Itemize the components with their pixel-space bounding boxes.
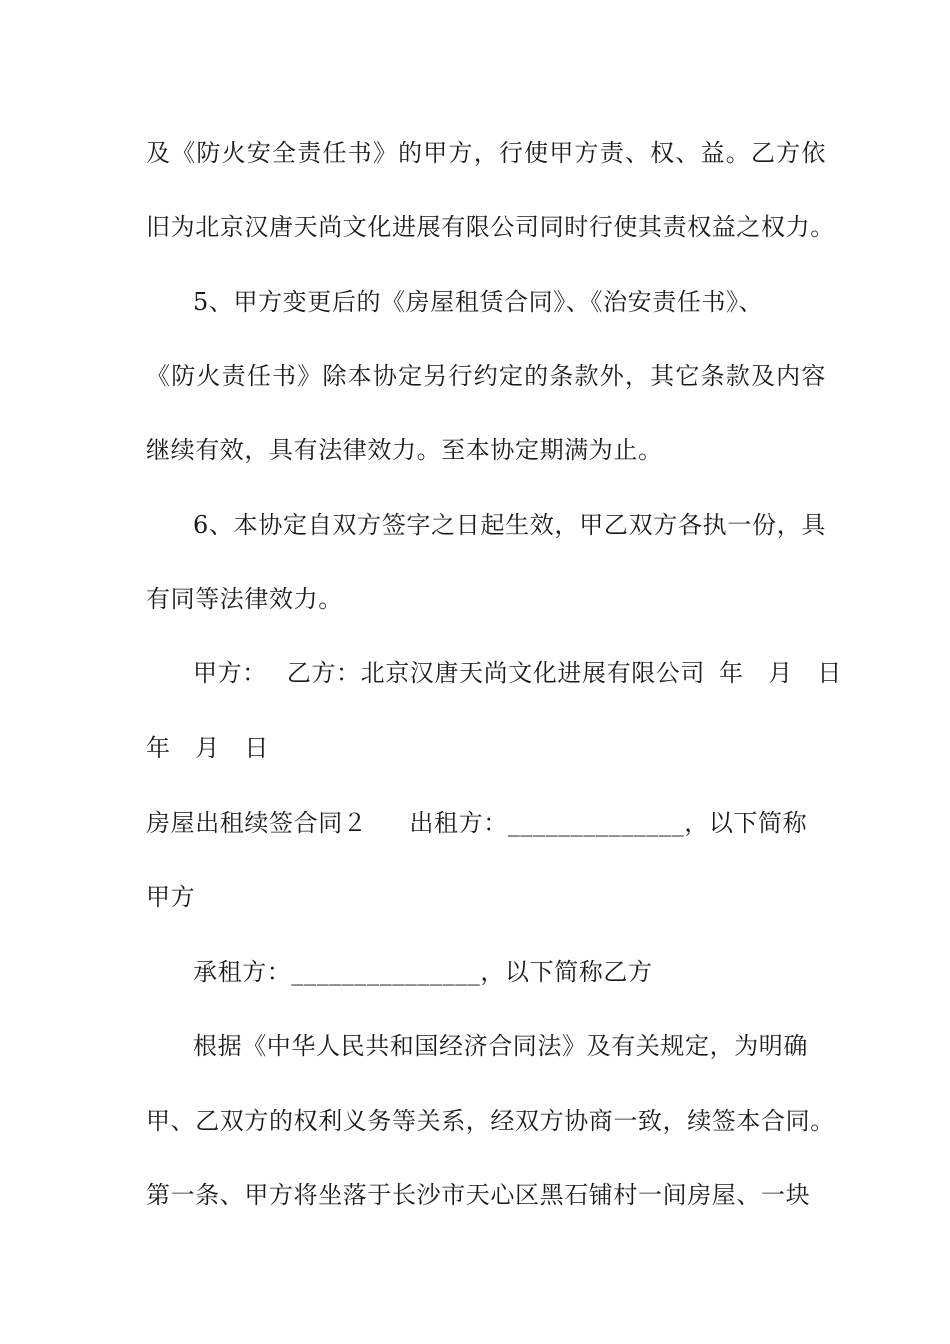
signature-date-a: 年 月 日 [719,659,843,687]
paragraph-line-2: 旧为北京汉唐天尚文化进展有限公司同时行使其责权益之权力。 [146,213,835,241]
signature-date-b: 年 月 日 [146,734,269,762]
clause-6-line-2: 有同等法律效力。 [146,585,343,613]
clause-5-line-2: 《防火责任书》除本协定另行约定的条款外，其它条款及内容 [146,362,826,390]
contract2-title: 房屋出租续签合同２ [146,809,368,837]
clause-5-line-1: 5、甲方变更后的《房屋租赁合同》、《治安责任书》、 [193,288,764,316]
lessor-suffix: ，以下简称 [684,809,808,837]
basis-line-1: 根据《中华人民共和国经济合同法》及有关规定，为明确 [193,1032,808,1060]
signature-line [193,658,843,688]
lessee-line [193,957,826,987]
lessee-label: 承租方： [193,958,292,986]
clause-6-line-1: 6、本协定自双方签字之日起生效，甲乙双方各执一份，具 [193,511,826,539]
paragraph-line-1: 及《防火安全责任书》的甲方，行使甲方责、权、益。乙方依 [146,139,826,167]
lessee-blank: _______________ [291,958,481,986]
lessor-label: 出租方： [409,809,508,837]
lessor-suffix-continued: 甲方 [146,883,196,911]
article-1-line: 第一条、甲方将坐落于长沙市天心区黑石铺村一间房屋、一块 [146,1181,811,1209]
party-a-label: 甲方： [193,659,267,687]
lessee-suffix: ，以下简称乙方 [480,958,653,986]
basis-line-2: 甲、乙双方的权利义务等关系，经双方协商一致，续签本合同。 [146,1107,835,1135]
party-b-label: 乙方：北京汉唐天尚文化进展有限公司 [286,659,706,687]
contract2-header-line [146,808,826,838]
clause-5-line-3: 继续有效，具有法律效力。至本协定期满为止。 [146,436,663,464]
lessor-blank: ______________ [507,809,685,837]
